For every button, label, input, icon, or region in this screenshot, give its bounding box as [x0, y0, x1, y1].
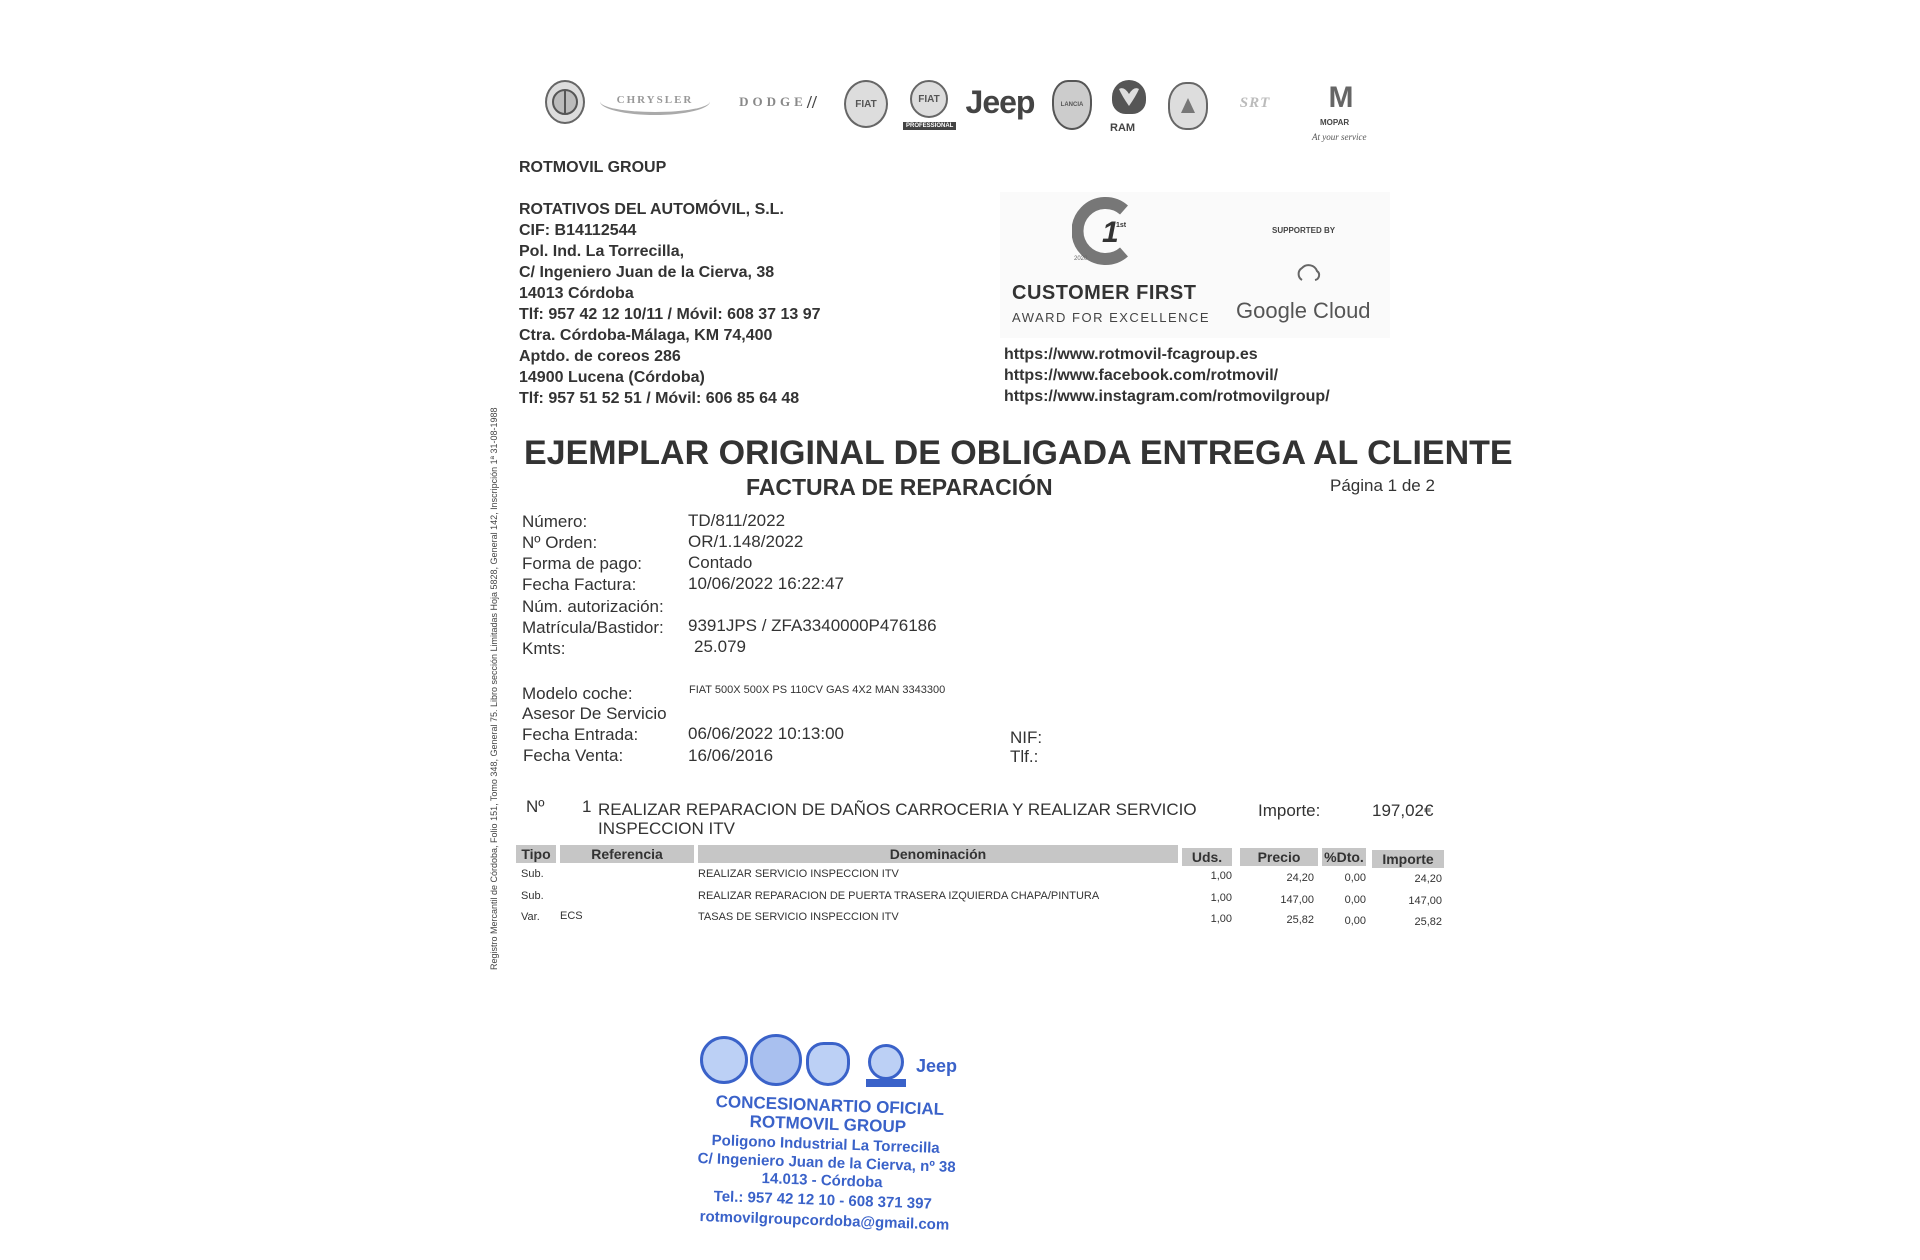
- supported-by-label: SUPPORTED BY: [1272, 226, 1336, 235]
- job-importe-value: 197,02€: [1372, 801, 1434, 820]
- fecha-venta-value: 16/06/2016: [688, 746, 774, 765]
- row-referencia: ECS: [560, 910, 583, 922]
- nif-label: NIF:: [1010, 728, 1043, 747]
- stamp-line: ROTMOVIL GROUP: [749, 1112, 907, 1137]
- company-address-line: Aptdo. de coreos 286: [519, 348, 681, 365]
- autorizacion-label: Núm. autorización:: [522, 597, 664, 616]
- modelo-label: Modelo coche:: [522, 684, 633, 703]
- row-uds: 1,00: [1210, 892, 1232, 904]
- lancia-logo: [1052, 80, 1092, 130]
- asesor-label: Asesor De Servicio: [522, 704, 667, 723]
- row-denominacion: REALIZAR SERVICIO INSPECCION ITV: [698, 868, 899, 880]
- matricula-label: Matrícula/Bastidor:: [522, 618, 664, 637]
- srt-logo: [1220, 92, 1290, 114]
- invoice-labels: [522, 511, 664, 659]
- ram-caption: RAM: [1110, 122, 1136, 134]
- stamp-line: Poligono Industrial La Torrecilla: [711, 1132, 940, 1157]
- company-phone: Tlf: 957 51 52 51 / Móvil: 606 85 64 48: [519, 390, 800, 407]
- column-header-denominacion: Denominación: [698, 845, 1178, 863]
- instagram-link[interactable]: https://www.instagram.com/rotmovilgroup/: [1004, 388, 1330, 405]
- fiat-professional-caption: PROFESSIONAL: [903, 122, 956, 130]
- modelo-value: FIAT 500X 500X PS 110CV GAS 4X2 MAN 3343300: [689, 684, 946, 696]
- stamp-lancia-logo: [806, 1042, 850, 1086]
- fiat-logo: [844, 80, 888, 128]
- row-importe: 147,00: [1408, 895, 1442, 907]
- stamp-line: 14.013 - Córdoba: [761, 1170, 883, 1192]
- tlf-label: Tlf.:: [1010, 747, 1039, 766]
- mopar-logo: M: [1328, 81, 1354, 114]
- row-uds: 1,00: [1210, 913, 1232, 925]
- jeep-wordmark: Jeep: [965, 83, 1035, 120]
- fecha-venta-label: Fecha Venta:: [523, 746, 624, 765]
- fiat-pro-wordmark: FIAT: [918, 93, 940, 105]
- mopar-tagline: At your service: [1312, 132, 1367, 142]
- stamp-line: rotmovilgroupcordoba@gmail.com: [699, 1208, 950, 1234]
- mopar-caption: MOPAR: [1320, 118, 1350, 127]
- fecha-factura-label: Fecha Factura:: [522, 575, 637, 594]
- stamp-brand-logo: [700, 1036, 748, 1084]
- invoice-values: [688, 510, 844, 594]
- company-address-line: Ctra. Córdoba-Málaga, KM 74,400: [519, 327, 773, 344]
- company-group-name: ROTMOVIL GROUP: [519, 159, 667, 176]
- award-subtitle: AWARD FOR EXCELLENCE: [1012, 310, 1211, 325]
- company-address-line: 14900 Lucena (Córdoba): [519, 369, 705, 386]
- stamp-jeep-logo: Jeep: [916, 1056, 958, 1076]
- stamp-fiat-professional-bar: [866, 1079, 906, 1087]
- badge-rank: 1st: [1116, 222, 1127, 229]
- customer-first-badge: [1072, 196, 1136, 266]
- srt-wordmark: SRT: [1239, 94, 1271, 111]
- pago-label: Forma de pago:: [522, 554, 643, 573]
- row-tipo: Var.: [521, 911, 540, 923]
- jeep-logo: [960, 82, 1040, 122]
- svg-text:1: 1: [1102, 216, 1119, 249]
- abarth-logo: [1168, 82, 1208, 130]
- fecha-entrada-label: Fecha Entrada:: [522, 725, 639, 744]
- registry-side-note: Registro Mercantil de Córdoba, Folio 151, Tomo 348, General 75. Libro sección Limitadas Hoja 5828, General 142, Inscripción 1ª 31-08-1988: [489, 407, 499, 970]
- kmts-label: Kmts:: [522, 639, 566, 658]
- company-phone: Tlf: 957 42 12 10/11 / Móvil: 608 37 13 97: [519, 306, 821, 323]
- google-cloud-label: Google Cloud: [1236, 298, 1371, 323]
- row-uds: 1,00: [1210, 870, 1232, 882]
- lancia-wordmark: LANCIA: [1060, 102, 1084, 108]
- job-number-label: Nº: [526, 797, 545, 816]
- job-description: REALIZAR REPARACION DE DAÑOS CARROCERIA Y REALIZAR SERVICIO: [598, 800, 1197, 819]
- stamp-line: Tel.: 957 42 12 10 - 608 371 397: [713, 1188, 933, 1213]
- fiat-wordmark: FIAT: [855, 98, 877, 110]
- company-name: ROTATIVOS DEL AUTOMÓVIL, S.L.: [519, 201, 784, 218]
- kmts-value: 25.079: [694, 637, 746, 656]
- pago-value: Contado: [688, 553, 753, 572]
- badge-year: 2020: [1074, 256, 1088, 262]
- orden-label: Nº Orden:: [522, 533, 598, 552]
- stamp-line: CONCESIONARTIO OFICIAL: [715, 1092, 945, 1119]
- dodge-logo: DODGE //: [739, 91, 817, 112]
- row-dto: 0,00: [1344, 872, 1366, 884]
- stamp-alfa-romeo-logo: [750, 1034, 802, 1086]
- award-title: CUSTOMER FIRST: [1012, 282, 1197, 304]
- orden-value: OR/1.148/2022: [688, 532, 804, 551]
- banner-title: EJEMPLAR ORIGINAL DE OBLIGADA ENTREGA AL CLIENTE: [524, 434, 1513, 472]
- chrysler-logo: [600, 88, 710, 115]
- company-cif: CIF: B14112544: [519, 222, 637, 239]
- matricula-value: 9391JPS / ZFA3340000P476186: [688, 616, 937, 635]
- row-dto: 0,00: [1344, 915, 1366, 927]
- row-denominacion: TASAS DE SERVICIO INSPECCION ITV: [698, 911, 899, 923]
- column-header-precio: Precio: [1240, 848, 1318, 866]
- company-address-line: C/ Ingeniero Juan de la Cierva, 38: [519, 264, 775, 281]
- facebook-link[interactable]: https://www.facebook.com/rotmovil/: [1004, 367, 1279, 384]
- company-address-line: Pol. Ind. La Torrecilla,: [519, 243, 685, 260]
- stamp-fiat-logo: [868, 1044, 904, 1080]
- column-header-tipo: Tipo: [516, 845, 556, 863]
- alfa-romeo-logo: [545, 80, 585, 124]
- page-number: Página 1 de 2: [1330, 476, 1435, 495]
- company-address-line: 14013 Córdoba: [519, 285, 634, 302]
- chrysler-wordmark: CHRYSLER: [616, 94, 694, 106]
- company-address-block: [519, 199, 821, 409]
- award-block: [1000, 192, 1390, 338]
- job-number: 1: [582, 797, 592, 816]
- website-links: [1004, 344, 1330, 407]
- google-cloud-icon: [1295, 262, 1321, 284]
- stamp-line: C/ Ingeniero Juan de la Cierva, nº 38: [697, 1150, 956, 1176]
- numero-value: TD/811/2022: [688, 511, 786, 530]
- dodge-wordmark: DODGE: [739, 94, 807, 109]
- row-tipo: Sub.: [521, 868, 544, 880]
- row-precio: 25,82: [1286, 914, 1314, 926]
- website-link[interactable]: https://www.rotmovil-fcagroup.es: [1004, 346, 1258, 363]
- column-header-dto: %Dto.: [1322, 848, 1366, 866]
- fiat-professional-logo: [910, 80, 948, 118]
- numero-label: Número:: [522, 512, 588, 531]
- row-denominacion: REALIZAR REPARACION DE PUERTA TRASERA IZQUIERDA CHAPA/PINTURA: [698, 890, 1100, 902]
- fecha-factura-value: 10/06/2022 16:22:47: [688, 574, 844, 593]
- row-importe: 25,82: [1414, 916, 1442, 928]
- row-dto: 0,00: [1344, 894, 1366, 906]
- column-header-importe: Importe: [1372, 850, 1444, 868]
- row-precio: 24,20: [1286, 872, 1314, 884]
- row-tipo: Sub.: [521, 890, 544, 902]
- ram-logo: [1112, 80, 1146, 114]
- column-header-referencia: Referencia: [560, 845, 694, 863]
- job-description-cont: INSPECCION ITV: [598, 819, 735, 838]
- fecha-entrada-value: 06/06/2022 10:13:00: [688, 724, 844, 743]
- row-importe: 24,20: [1414, 873, 1442, 885]
- invoice-title: FACTURA DE REPARACIÓN: [746, 474, 1053, 500]
- job-importe-label: Importe:: [1258, 801, 1321, 820]
- column-header-uds: Uds.: [1182, 848, 1232, 866]
- row-precio: 147,00: [1280, 894, 1314, 906]
